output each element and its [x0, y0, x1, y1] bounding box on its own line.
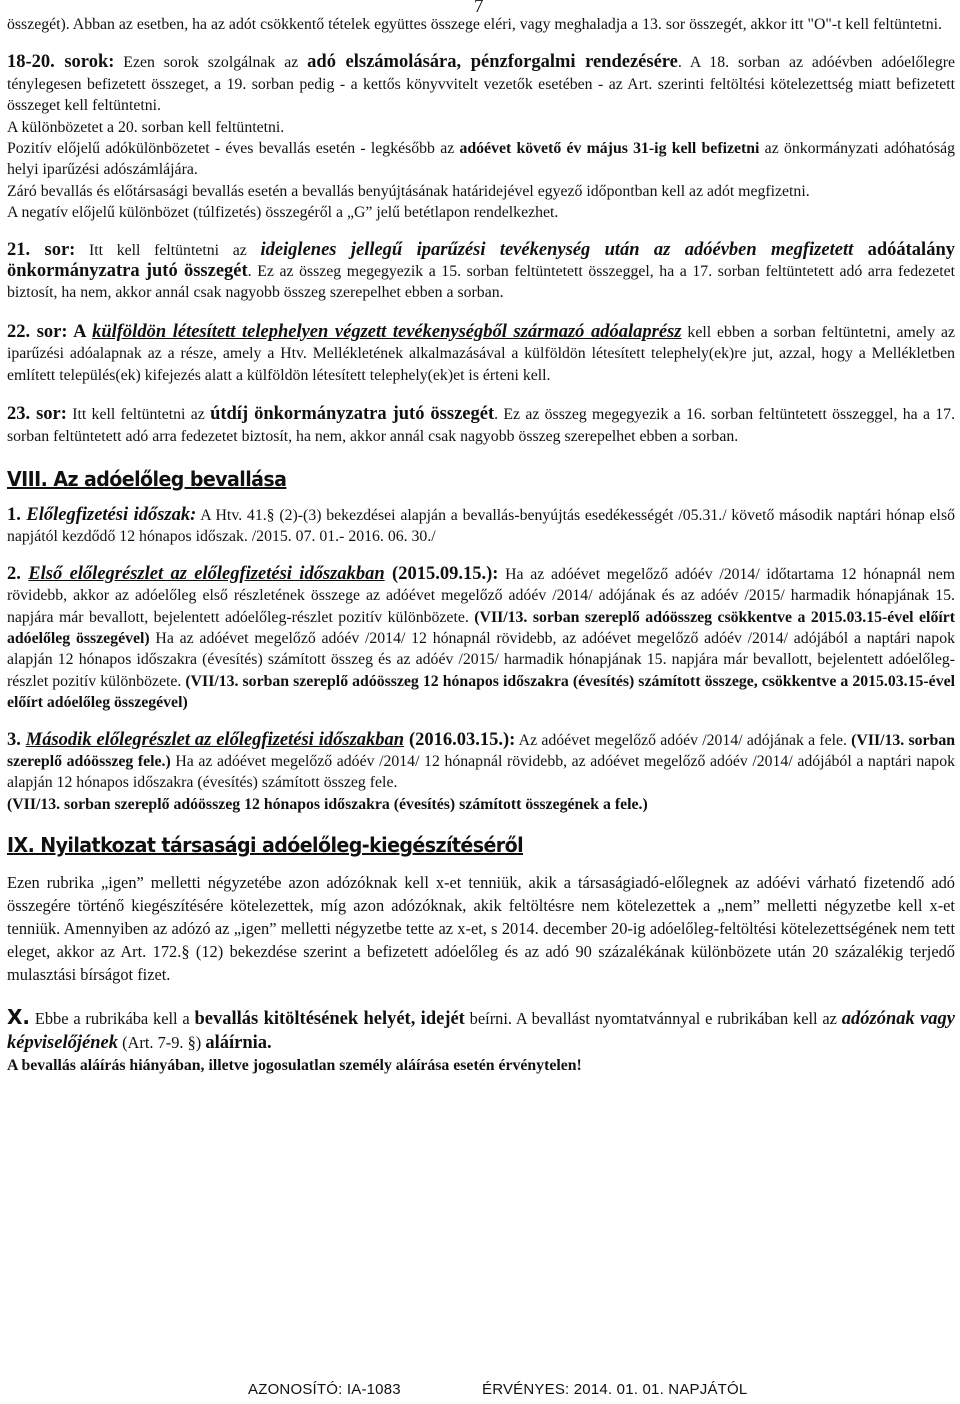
document-body	[7, 14, 955, 1077]
text: A Htv. 41.§ (2)-(3) bekezdései alapján a bevallás-benyújtás esedékességét /05.31./ követő második naptári hónap első napjától kezdődő 12 hónapos időszak. /2015. 07. 01.- 2016. 06. 30./	[7, 506, 955, 546]
section-title: IX. Nyilatkozat társasági adóelőleg-kiegészítéséről	[7, 833, 524, 858]
paragraph-row-22	[7, 322, 955, 386]
footer-identifier: AZONOSÍTÓ: IA-1083	[248, 1381, 401, 1398]
text: Ebbe a rubrikába kell a	[30, 1009, 195, 1029]
row-number-21: 21. sor:	[7, 239, 76, 260]
page-number: 7	[474, 0, 484, 17]
emphasis: külföldön létesített telephelyen végzett tevékenységből származó adóalaprész	[92, 321, 682, 342]
emphasis: adózónak vagy képviselőjének	[7, 1009, 955, 1054]
text: beírni. A bevallást nyomtatvánnyal e rubrikában kell az	[464, 1009, 842, 1029]
emphasis: (VII/13. sorban szereplő adóösszeg 12 hónapos időszakra (évesítés) számított összegének a fele.)	[7, 795, 648, 813]
text: Itt kell feltüntetni az	[75, 241, 261, 259]
paragraph-rows-18-20	[7, 52, 955, 116]
footer-validity: ÉRVÉNYES: 2014. 01. 01. NAPJÁTÓL	[482, 1381, 748, 1398]
text: az önkormányzati adóhatóság helyi iparűzési adószámlájára.	[7, 140, 956, 179]
intro-text: összegét). Abban az esetben, ha az adót csökkentő tételek együttes összege eléri, vagy meghaladja a 13. sor összegét, akkor itt "O"-t kell feltüntetni.	[7, 16, 942, 33]
emphasis: (VII/13. sorban szereplő adóösszeg 12 hónapos időszakra (évesítés) számított összege, csökkentve a 2015.03.15-ével előírt adóelőleg összegével)	[7, 672, 955, 712]
item-number: 2.	[7, 563, 29, 584]
emphasis: (VII/13. sorban szereplő adóösszeg csökkentve a 2015.03.15-ével előírt adóelőleg összegével)	[7, 608, 956, 647]
paragraph-viii-1	[7, 505, 955, 548]
emphasis: bevallás kitöltésének helyét, idejét	[194, 1009, 465, 1030]
text: Az adóévet megelőző adóév /2014/ adójának a fele.	[515, 731, 852, 749]
paragraph-row-21	[7, 240, 955, 304]
text: Pozitív előjelű adókülönbözetet - éves bevallás esetén - legkésőbb az	[7, 140, 460, 158]
emphasis: Második előlegrészlet az előlegfizetési időszakban	[25, 729, 405, 750]
emphasis: (VII/13. sorban szereplő adóösszeg fele.)	[7, 731, 956, 770]
text: kell ebben a sorban feltüntetni, amely az iparűzési adóalapnak az a része, amely a Htv. Mellékletének alkalmazásával a külföldön létesített telephely(ek)re jut, azzal, hogy a Mellékletben említett település(ek) kifejezés alatt a külföldön létesített telephely(ek)et is érteni kell.	[7, 323, 956, 384]
date: (2016.03.15.):	[404, 729, 516, 750]
paragraph-viii-2	[7, 564, 955, 714]
emphasis: útdíj önkormányzatra jutó összegét	[210, 404, 495, 425]
section-viii-heading	[7, 467, 955, 491]
text: Ezen sorok szolgálnak az	[114, 54, 308, 72]
paragraph-difference: A különbözetet a 20. sorban kell feltüntetni.	[7, 118, 285, 136]
item-number: 3.	[7, 729, 26, 750]
section-number: X.	[7, 1005, 31, 1030]
paragraph-positive-difference	[7, 138, 955, 181]
emphasis: adó elszámolására, pénzforgalmi rendezésére	[307, 52, 678, 73]
row-number-18-20: 18-20. sorok:	[7, 52, 115, 73]
section-title: VIII. Az adóelőleg bevallása	[7, 466, 287, 491]
emphasis: Első előlegrészlet az előlegfizetési időszakban	[28, 563, 385, 584]
section-ix-heading	[7, 833, 955, 857]
paragraph-viii-3	[7, 730, 955, 816]
text: Ha az adóévet megelőző adóév /2014/ 12 hónapnál rövidebb, az adóévet megelőző adóév /2014/ adójából a naptári napok alapján 12 hónapos időszakra (évesítés) számított összeg és az adóév /2015/ harmadik hónapjának 15. napjára már bevallott, bejelentett adóelőleg-részlet pozitív különbözete.	[7, 629, 955, 690]
paragraph-negative-difference: A negatív előjelű különbözet (túlfizetés) összegéről a „G” jelű betétlapon rendelkezhet.	[7, 204, 559, 222]
text: . Ez az összeg megegyezik a 16. sorban feltüntetett összeggel, ha a 17. sorban feltüntetett adó arra fedezetet biztosít, ha nem, akkor annál csak nagyobb összeg szerepelhet ebben a sorban.	[7, 406, 956, 445]
emphasis: adóévet követő év május 31-ig kell befizetni	[459, 140, 760, 158]
text: Ha az adóévet megelőző adóév /2014/ időtartama 12 hónapnál nem rövidebb, akkor az adóelőleg első részletének összege az adóévet megelőző adóév /2014/ adójának és az adóév /2015/ harmadik hónapjának 15. napjára már bevallott, bejelentett adóelőleg-részlet pozitív különbözete.	[7, 565, 956, 626]
paragraph-x-note: A bevallás aláírás hiányában, illetve jogosulatlan személy aláírása esetén érvénytelen!	[7, 1057, 582, 1075]
emphasis: aláírnia.	[205, 1033, 272, 1054]
text: A	[67, 321, 93, 342]
emphasis: Előlegfizetési időszak:	[26, 504, 197, 525]
text: Itt kell feltüntetni az	[66, 406, 211, 424]
paragraph-x	[7, 1006, 955, 1055]
date: (2015.09.15.):	[384, 563, 499, 584]
text: . A 18. sorban az adóévben adóelőlegre ténylegesen befizetett összeget, a 19. sorban pedig - a kettős könyvvitelt vezetők esetében - az Art. szerinti feltöltési kötelezettség miatt befizetett összeget kell feltüntetni.	[7, 54, 955, 115]
item-number: 1.	[7, 504, 27, 525]
paragraph-ix: Ezen rubrika „igen” melletti négyzetébe azon adózóknak kell x-et tenniük, akik a társaságiadó-előlegnek az adóévi várható fizetendő adó összegére történő kiegészítésére kötelezettek, míg azon adózóknak, akik feltöltésre nem kötelezettek a „nem” melletti négyzetbe kell x-et tenniük. Amennyiben az adózó az „igen” melletti négyzetbe tette az x-et, s 2014. december 20-ig adóelőleg-feltöltési kötelezettségének nem tett eleget, akkor az Art. 172.§ (12) bekezdése szerint a befizetett adóelőleg és az adó 90 százalékának különbözete után 20 százalékig terjedő mulasztási bírságot fizet.	[7, 873, 955, 985]
emphasis: adóátalány önkormányzatra jutó összegét	[7, 239, 955, 282]
row-number-23: 23. sor:	[7, 404, 67, 425]
paragraph-intro	[7, 14, 955, 35]
text: . Ez az összeg megegyezik a 15. sorban feltüntetett összeggel, ha a 17. sorban feltüntetett adó arra fedezetet biztosít, ha nem, akkor annál csak nagyobb összeg szerepelhet ebben a sorban.	[7, 263, 956, 302]
emphasis: ideiglenes jellegű iparűzési tevékenység után az adóévben megfizetett	[260, 239, 854, 260]
paragraph-row-23	[7, 404, 955, 447]
row-number-22: 22. sor:	[7, 321, 68, 342]
paragraph-final-return: Záró bevallás és előtársasági bevallás esetén a bevallás benyújtásának határidejével egyező időpontban kell az adót megfizetni.	[7, 182, 810, 200]
text: Ha az adóévet megelőző adóév /2014/ 12 hónapnál rövidebb, az adóévet megelőző adóév /2014/ adójából a naptári napok alapján 12 hónapos időszakra (évesítés) számított összeg fele.	[7, 752, 956, 792]
text: (Art. 7-9. §)	[117, 1033, 206, 1053]
